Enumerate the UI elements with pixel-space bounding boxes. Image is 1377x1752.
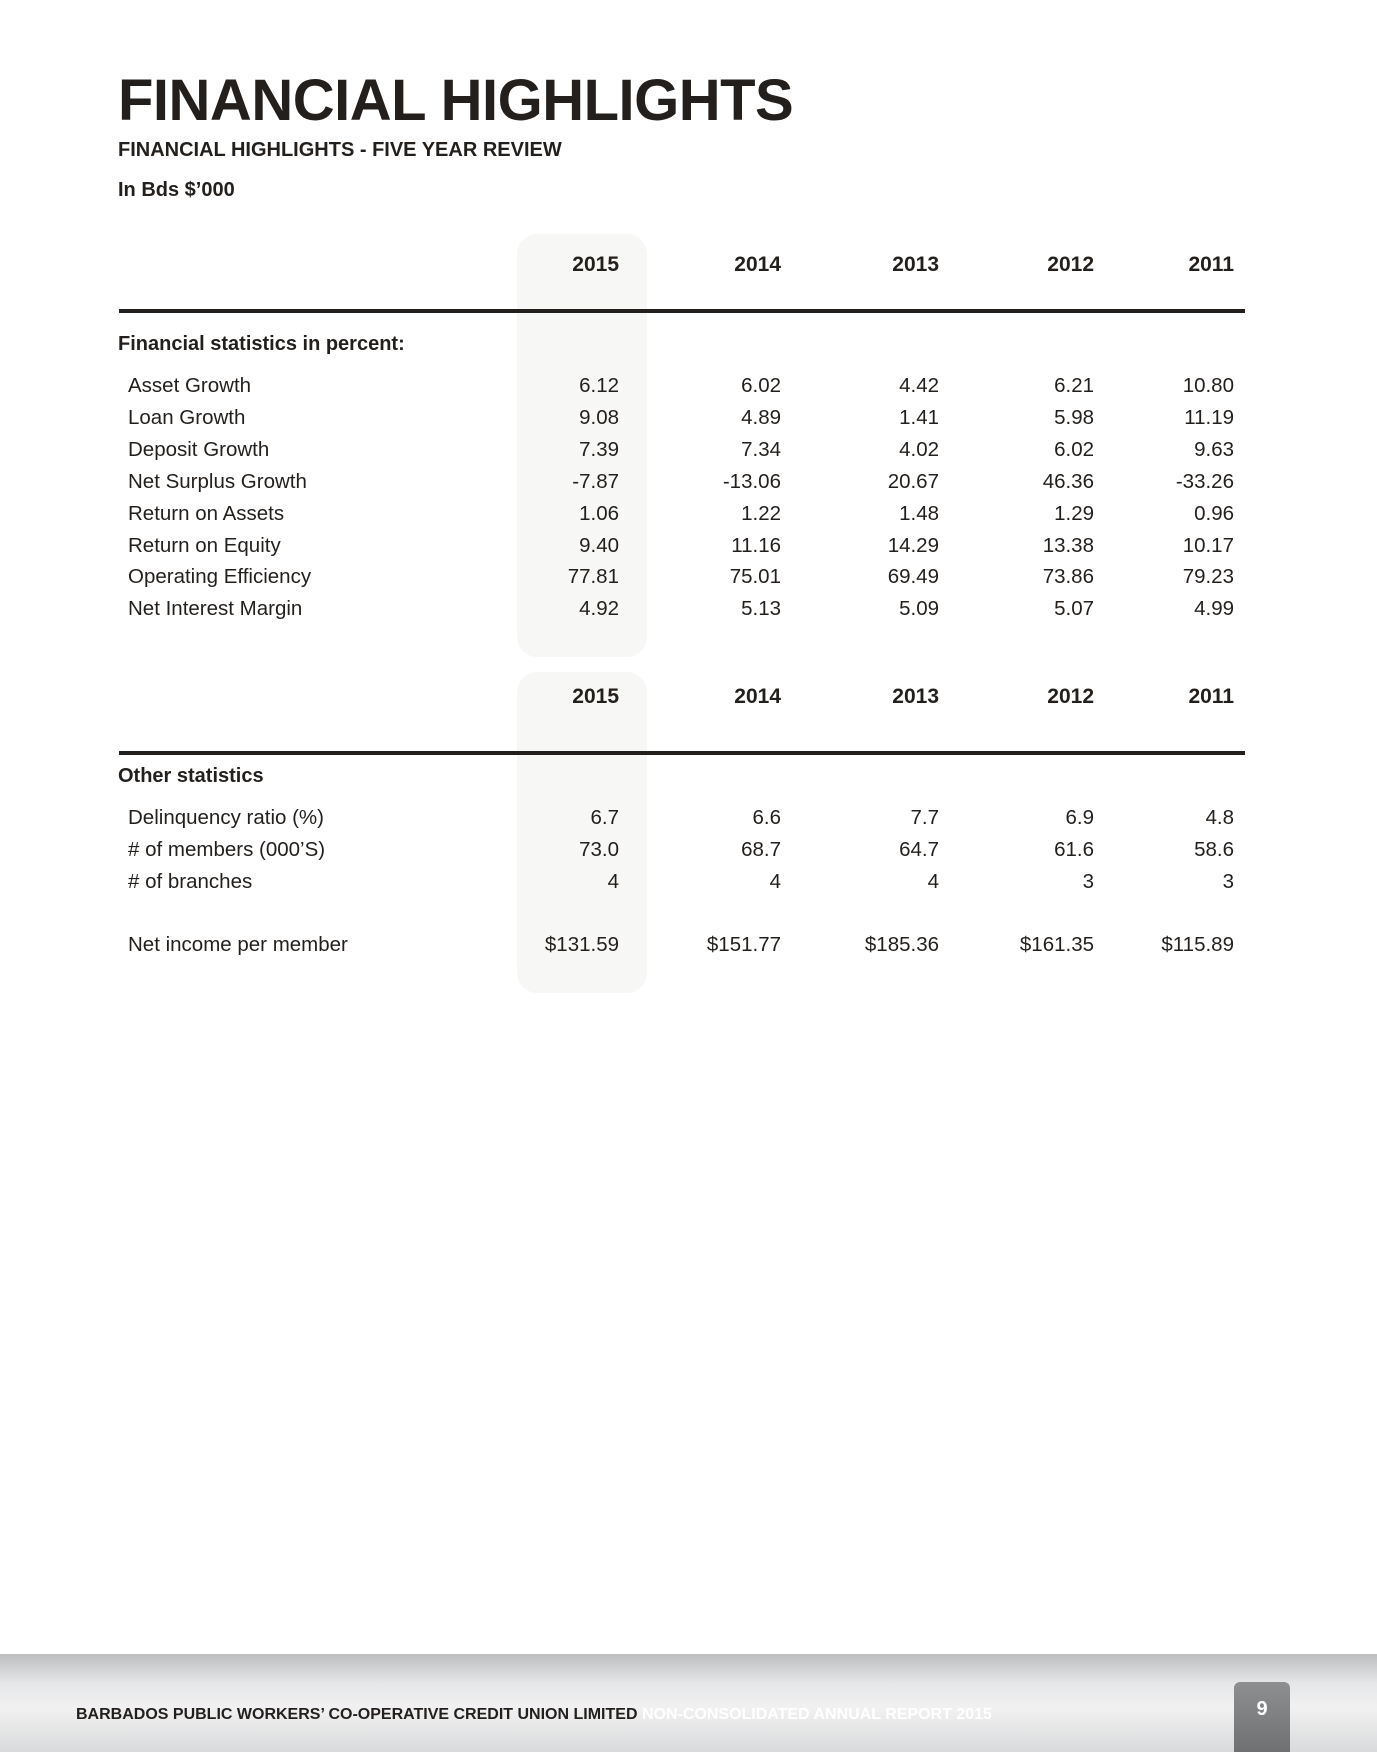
row-label: Return on Equity: [128, 534, 281, 557]
table-row: [0, 534, 1377, 564]
value-cell: -13.06: [722, 470, 781, 493]
value-cell: 1.29: [1054, 502, 1094, 525]
value-cell: 11.19: [1184, 406, 1234, 429]
value-cell: 5.07: [1054, 597, 1094, 620]
value-cell: -7.87: [572, 470, 619, 493]
year-header: 2011: [1188, 253, 1234, 276]
value-cell: 58.6: [1194, 838, 1234, 861]
value-cell: 46.36: [1042, 470, 1094, 493]
value-cell: 69.49: [887, 565, 939, 588]
year-header: 2013: [892, 253, 939, 276]
value-cell: $115.89: [1161, 933, 1234, 956]
footer-report-title: NON-CONSOLIDATED ANNUAL REPORT 2015: [641, 1706, 992, 1723]
year-header: 2011: [1188, 685, 1234, 708]
page-number-tab: [1234, 1682, 1290, 1752]
value-cell: 9.63: [1194, 438, 1234, 461]
page-footer: [0, 1654, 1377, 1752]
year-header: 2013: [892, 685, 939, 708]
footer-organization: BARBADOS PUBLIC WORKERS’ CO-OPERATIVE CREDIT UNION LIMITED: [76, 1706, 638, 1723]
value-cell: 4.02: [899, 438, 939, 461]
value-cell: $131.59: [544, 933, 619, 956]
table-row: [0, 470, 1377, 500]
value-cell: 4.89: [741, 406, 781, 429]
table-row: [0, 374, 1377, 404]
value-cell: $151.77: [706, 933, 781, 956]
value-cell: 13.38: [1042, 534, 1094, 557]
value-cell: 4: [607, 870, 619, 893]
value-cell: 75.01: [729, 565, 781, 588]
value-cell: 73.0: [579, 838, 619, 861]
row-label: Deposit Growth: [128, 438, 270, 461]
table-row: [0, 838, 1377, 868]
value-cell: 6.9: [1065, 806, 1094, 829]
table-row: [0, 406, 1377, 436]
value-cell: 9.40: [579, 534, 619, 557]
value-cell: 3: [1082, 870, 1094, 893]
table-row: [0, 502, 1377, 532]
header-divider: [119, 751, 1245, 755]
value-cell: 4.42: [899, 374, 939, 397]
row-label: Delinquency ratio (%): [128, 806, 324, 829]
year-header: 2015: [572, 685, 619, 708]
value-cell: 4.92: [579, 597, 619, 620]
value-cell: 7.39: [579, 438, 619, 461]
value-cell: 77.81: [567, 565, 619, 588]
year-header: 2012: [1047, 685, 1094, 708]
value-cell: 14.29: [887, 534, 939, 557]
header-divider: [119, 309, 1245, 313]
year-header: 2014: [734, 685, 781, 708]
row-label: Net Surplus Growth: [128, 470, 307, 493]
value-cell: 4: [927, 870, 939, 893]
table-row: [0, 438, 1377, 468]
row-label: Asset Growth: [128, 374, 252, 397]
row-label: Net income per member: [128, 933, 348, 956]
value-cell: 6.02: [1054, 438, 1094, 461]
value-cell: 0.96: [1194, 502, 1234, 525]
value-cell: 6.6: [752, 806, 781, 829]
value-cell: 79.23: [1182, 565, 1234, 588]
value-cell: -33.26: [1175, 470, 1234, 493]
value-cell: 9.08: [579, 406, 619, 429]
table-row: [0, 933, 1377, 963]
value-cell: 73.86: [1042, 565, 1094, 588]
row-label: # of members (000’S): [128, 838, 326, 861]
value-cell: 68.7: [741, 838, 781, 861]
row-label: # of branches: [128, 870, 253, 893]
value-cell: 4: [769, 870, 781, 893]
value-cell: 6.7: [590, 806, 619, 829]
section-heading-other: Other statistics: [118, 765, 264, 787]
value-cell: 61.6: [1054, 838, 1094, 861]
row-label: Loan Growth: [128, 406, 246, 429]
value-cell: 4.8: [1205, 806, 1234, 829]
page-subtitle: FINANCIAL HIGHLIGHTS - FIVE YEAR REVIEW: [118, 139, 562, 161]
year-header: 2012: [1047, 253, 1094, 276]
value-cell: 6.12: [579, 374, 619, 397]
value-cell: 1.41: [899, 406, 939, 429]
value-cell: 3: [1222, 870, 1234, 893]
row-label: Net Interest Margin: [128, 597, 303, 620]
row-label: Operating Efficiency: [128, 565, 312, 588]
table-row: [0, 597, 1377, 627]
value-cell: 6.21: [1054, 374, 1094, 397]
value-cell: 1.48: [899, 502, 939, 525]
value-cell: 10.80: [1182, 374, 1234, 397]
value-cell: 1.06: [579, 502, 619, 525]
section-heading-financial: Financial statistics in percent:: [118, 333, 405, 355]
value-cell: 5.09: [899, 597, 939, 620]
year-header: 2015: [572, 253, 619, 276]
value-cell: 4.99: [1194, 597, 1234, 620]
table-row: [0, 870, 1377, 900]
value-cell: 20.67: [887, 470, 939, 493]
page-title: FINANCIAL HIGHLIGHTS: [118, 68, 794, 133]
value-cell: $185.36: [864, 933, 939, 956]
year-header: 2014: [734, 253, 781, 276]
footer-text: [76, 1706, 992, 1724]
value-cell: 7.7: [910, 806, 939, 829]
value-cell: 6.02: [741, 374, 781, 397]
value-cell: 11.16: [731, 534, 781, 557]
value-cell: 5.13: [741, 597, 781, 620]
value-cell: 64.7: [899, 838, 939, 861]
value-cell: 1.22: [741, 502, 781, 525]
currency-unit-label: In Bds $’000: [118, 179, 235, 201]
page-number: 9: [1256, 1698, 1268, 1720]
row-label: Return on Assets: [128, 502, 285, 525]
table-row: [0, 806, 1377, 836]
value-cell: 5.98: [1054, 406, 1094, 429]
value-cell: $161.35: [1019, 933, 1094, 956]
value-cell: 7.34: [741, 438, 781, 461]
table-row: [0, 565, 1377, 595]
value-cell: 10.17: [1182, 534, 1234, 557]
